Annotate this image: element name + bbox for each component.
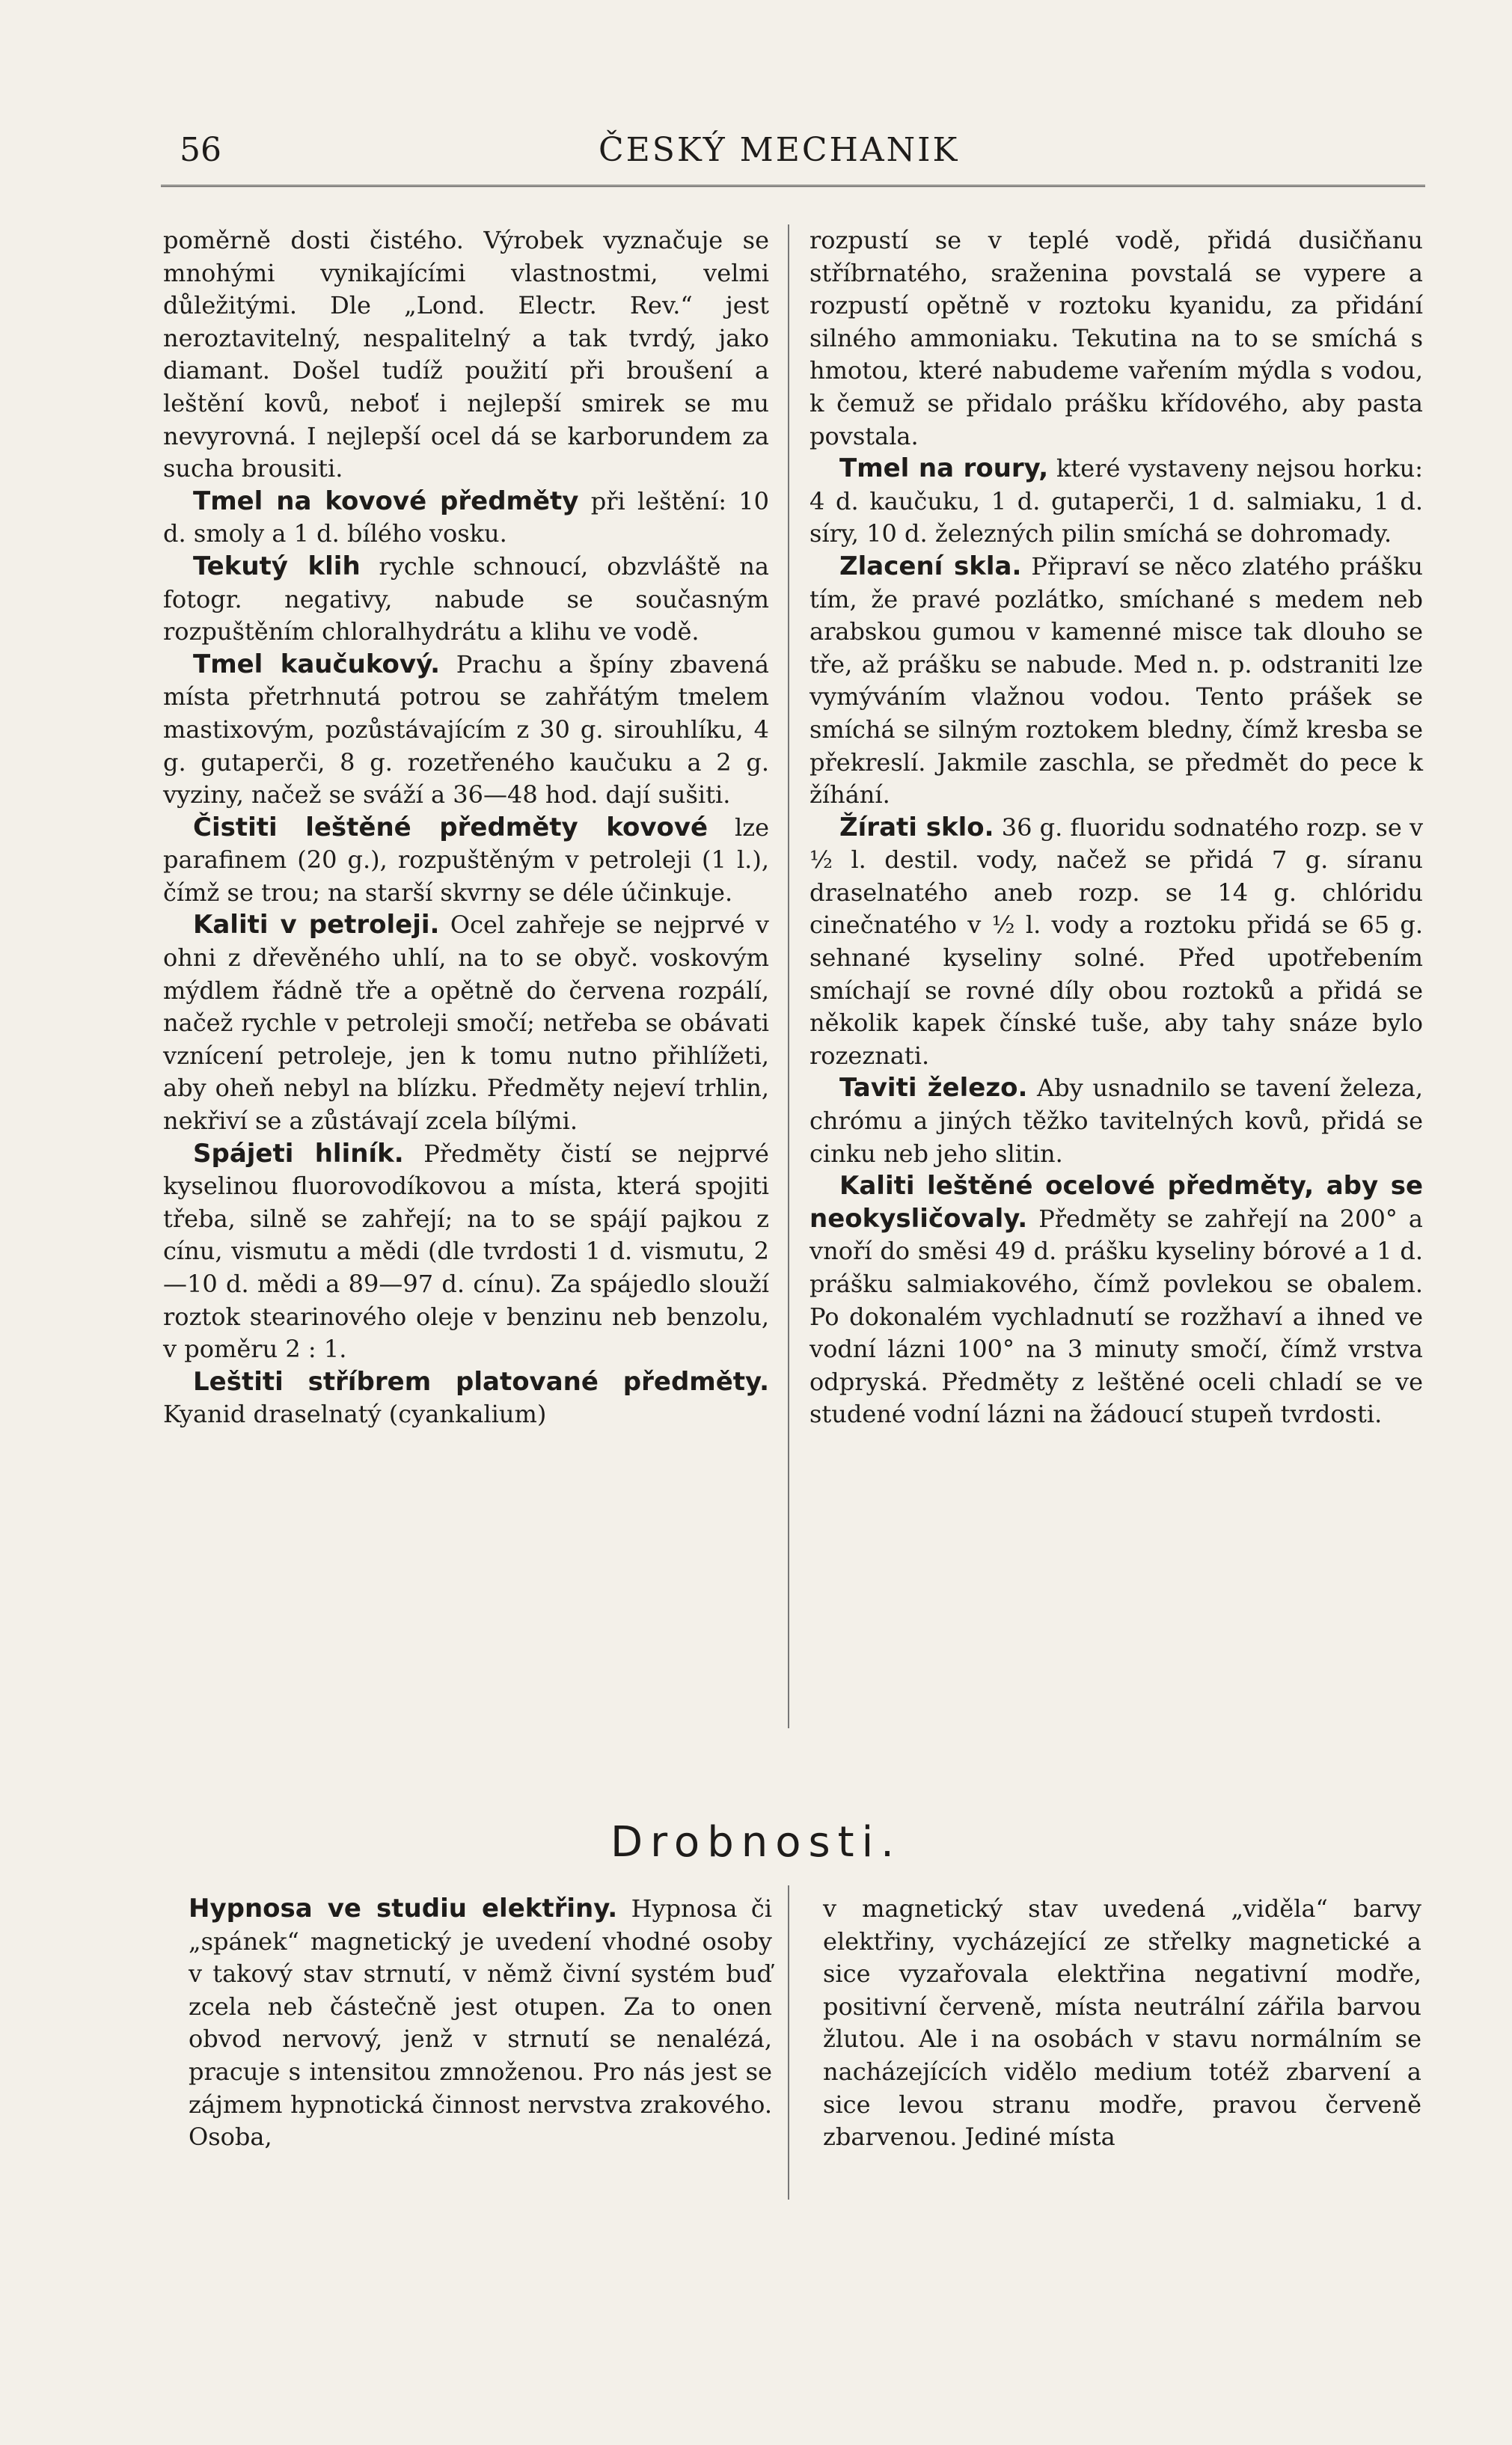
article-heading: Zlacení skla. [839, 551, 1022, 581]
article-heading: Spájeti hliník. [193, 1138, 404, 1169]
article-heading: Tmel kaučukový. [193, 649, 441, 679]
paragraph: Žírati sklo. 36 g. fluoridu sodnatého rozp. se v ½ l. destil. vody, načež se přidá 7 g. síranu draselnatého aneb rozp. se 14 g. chlóridu cinečnatého v ½ l. vody a roztoku přidá se 65 g. sehnané kyseliny solné. Před upotřebením smíchají se rovné díly obou roztoků a přidá se několik kapek čínské tuše, aby tahy snáze bylo rozeznati. [809, 812, 1424, 1070]
paragraph: Kaliti v petroleji. Ocel zahřeje se nejprvé v ohni z dřevěného uhlí, na to se obyč. voskovým mýdlem řádně tře a opětně do červena rozpálí, načež rychle v petroleji smočí; netřeba se obávati vznícení petroleje, jen k tomu nutno přihlížeti, aby oheň nebyl na blízku. Předměty nejeví trhlin, nekřiví se a zůstávají zcela bílými. [163, 910, 770, 1136]
right-column [809, 224, 1423, 1431]
section-title-drobnosti: Drobnosti. [610, 1818, 902, 1867]
paragraph: Tmel na roury, které vystaveny nejsou horku: 4 d. kaučuku, 1 d. gutaperči, 1 d. salmiaku, 1 d. síry, 10 d. železných pilin smíchá se dohromady. [809, 453, 1424, 548]
paragraph: Kaliti leštěné ocelové předměty, aby se neokysličovaly. Předměty se zahřejí na 200° a vnoří do směsi 49 d. prášku kyseliny bórové a 1 d. prášku salmiakového, čímž povlekou se obalem. Po dokonalém vychladnutí se rozžhaví a ihned ve vodní lázni 100° na 3 minuty smočí, čímž vrstva odpryská. Předměty z leštěné oceli chladí se ve studené vodní lázni na žádoucí stupeň tvrdosti. [809, 1171, 1423, 1429]
article-heading: Žírati sklo. [839, 812, 994, 842]
paragraph: Leštiti stříbrem platované předměty. Kyanid draselnatý (cyankalium) [163, 1366, 769, 1429]
article-heading: Taviti železo. [839, 1073, 1028, 1104]
article-heading: Tmel na roury, [839, 453, 1049, 484]
paragraph: Zlacení skla. Připraví se něco zlatého prášku tím, že pravé pozlátko, smíchané s medem neb arabskou gumou v kamenné misce tak dlouho se tře, až prášku se nabude. Med n. p. odstraniti lze vymýváním vlažnou vodou. Tento prášek se smíchá se silným roztokem bledny, čímž kresba se překreslí. Jakmile zaschla, se předmět do pece k žíhání. [809, 551, 1423, 810]
article-heading: Tekutý klih [193, 551, 361, 581]
paragraph: Čistiti leštěné předměty kovové lze parafinem (20 g.), rozpuštěným v petroleji (1 l.), čímž se trou; na starší skvrny se déle účinkuje. [163, 812, 770, 907]
article-heading: Leštiti stříbrem platované předměty. [193, 1366, 769, 1397]
paragraph: Tekutý klih rychle schnoucí, obzvláště na fotogr. negativy, nabude se současným rozpuštěním chloralhydrátu a klihu ve vodě. [163, 551, 769, 646]
drobnosti-left-column [189, 1893, 772, 2154]
column-divider [788, 1885, 789, 2200]
left-column [163, 224, 769, 1431]
article-heading: Hypnosa ve studiu elektřiny. [189, 1894, 618, 1924]
article-heading: Kaliti leštěné ocelové předměty, aby se neokysličovaly. [809, 1171, 1423, 1234]
header-rule [161, 185, 1425, 187]
paragraph: v magnetický stav uvedená „viděla“ barvy elektřiny, vycházející ze střelky magnetické a sice vyzařovala elektřina negativní modře, positivní červeně, místa neutrální zářila barvou žlutou. Ale i na osobách v stavu normálním se nacházejících vidělo medium totéž zbarvení a sice levou stranu modře, pravou červeně zbarvenou. Jediné místa [823, 1894, 1421, 2152]
paragraph: Hypnosa ve studiu elektřiny. Hypnosa či „spánek“ magnetický je uvedení vhodné osoby v takový stav strnutí, v němž čivní systém buď zcela neb částečně jest otupen. Za to onen obvod nervový, jenž v strnutí se nenalézá, pracuje s intensitou zmnoženou. Pro nás jest se zájmem hypnotická činnost nervstva zrakového. Osoba, [189, 1894, 772, 2152]
paragraph: poměrně dosti čistého. Výrobek vyznačuje se mnohými vynikajícími vlastnostmi, velmi důležitými. Dle „Lond. Electr. Rev.“ jest neroztavitelný, nespalitelný a tak tvrdý, jako diamant. Došel tudíž použití při broušení a leštění kovů, neboť i nejlepší smirek se mu nevyrovná. I nejlepší ocel dá se karborundem za sucha brousiti. [163, 226, 769, 483]
paragraph: Tmel na kovové předměty při leštění: 10 d. smoly a 1 d. bílého vosku. [163, 486, 770, 548]
running-title: ČESKÝ MECHANIK [599, 131, 960, 169]
paragraph: rozpustí se v teplé vodě, přidá dusičňanu stříbrnatého, sraženina povstalá se vypere a rozpustí opětně v roztoku kyanidu, za přidání silného ammoniaku. Tekutina na to se smíchá s hmotou, které nabudeme vařením mýdla s vodou, k čemuž se přidalo prášku křídového, aby pasta povstala. [809, 226, 1423, 450]
article-heading: Kaliti v petroleji. [193, 910, 440, 940]
article-heading: Čistiti leštěné předměty kovové [193, 812, 708, 842]
article-heading: Tmel na kovové předměty [193, 486, 579, 516]
paragraph: Spájeti hliník. Předměty čistí se nejprvé kyselinou fluorovodíkovou a místa, která spojiti třeba, silně se zahřejí; na to se spájí pajkou z cínu, vismutu a mědi (dle tvrdosti 1 d. vismutu, 2—10 d. mědi a 89—97 d. cínu). Za spájedlo slouží roztok stearinového oleje v benzinu neb benzolu, v poměru 2 : 1. [163, 1138, 769, 1364]
page-header [180, 131, 1421, 176]
paragraph: Taviti železo. Aby usnadnilo se tavení železa, chrómu a jiných těžko tavitelných kovů, přidá se cinku neb jeho slitin. [809, 1073, 1423, 1168]
drobnosti-right-column [823, 1893, 1421, 2154]
page-number: 56 [180, 131, 221, 169]
paragraph: Tmel kaučukový. Prachu a špíny zbavená místa přetrhnutá potrou se zahřátým tmelem mastixovým, pozůstávajícím z 30 g. sirouhlíku, 4 g. gutaperči, 8 g. rozetřeného kaučuku a 2 g. vyziny, načež se sváží a 36—48 hod. dají sušiti. [163, 649, 770, 810]
column-divider [788, 224, 789, 1728]
